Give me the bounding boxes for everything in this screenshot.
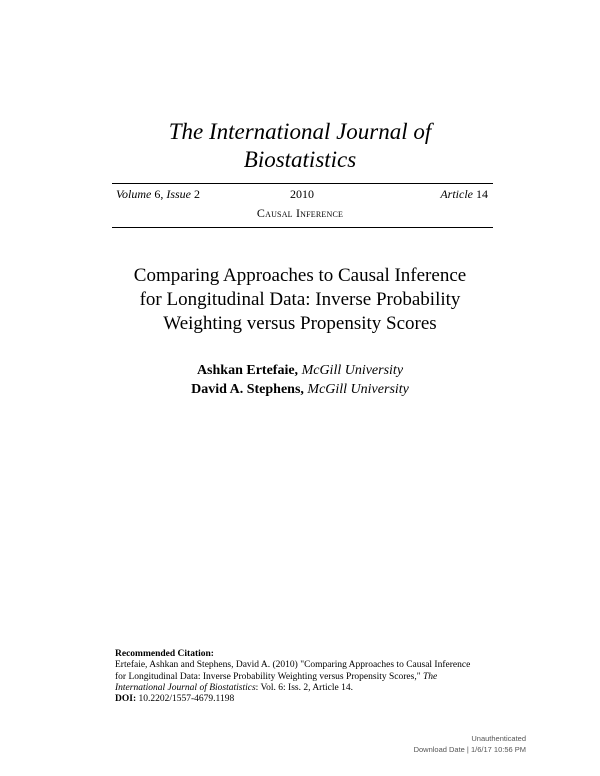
recommended-citation [115,649,495,705]
journal-title-line2: Biostatistics [243,147,357,172]
bottom-rule [112,227,493,228]
issue-line [116,187,488,203]
download-footer [414,733,526,755]
citation-journal-name: International Journal of Biostatistics [115,682,256,693]
top-rule [112,183,493,184]
year: 2010 [290,187,314,201]
author-entry [0,380,600,399]
article-title-line: for Longitudinal Data: Inverse Probability [139,289,461,310]
author-affiliation: McGill University [307,382,409,397]
doi-label: DOI: [115,694,137,705]
section-name: Causal Inference [256,206,344,220]
author-name: Ashkan Ertefaie, [196,363,299,378]
author-affiliation: McGill University [301,363,404,378]
issue-label: Issue [166,187,191,201]
issue-number: 2 [194,187,200,201]
article-title-line: Comparing Approaches to Causal Inference [133,265,467,286]
journal-title [0,118,600,174]
citation-text: : Vol. 6: Iss. 2, Article 14. [255,682,353,693]
volume-label: Volume [116,187,152,201]
citation-journal-italic: The [422,671,438,682]
journal-title-line1: The International Journal of [168,119,432,144]
download-date: Download Date | 1/6/17 10:56 PM [413,745,526,754]
article-value: 14 [476,187,488,201]
author-list [0,361,600,399]
auth-status: Unauthenticated [471,734,526,743]
citation-doi [115,694,495,705]
article-label: Article [440,187,473,201]
citation-text: for Longitudinal Data: Inverse Probability Weighting versus Propensity Scores," [115,671,421,682]
citation-line [115,683,495,694]
volume-number: 6, [154,187,164,201]
article-title [0,264,600,336]
author-name: David A. Stephens, [191,382,304,397]
citation-line: Ertefaie, Ashkan and Stephens, David A. (2010) "Comparing Approaches to Causal Inference [115,660,471,671]
doi-value[interactable]: 10.2202/1557-4679.1198 [138,694,235,705]
article-number [440,187,488,202]
article-title-line: Weighting versus Propensity Scores [163,313,437,334]
citation-line [115,672,495,683]
citation-label: Recommended Citation: [115,649,214,659]
author-entry [0,361,600,380]
